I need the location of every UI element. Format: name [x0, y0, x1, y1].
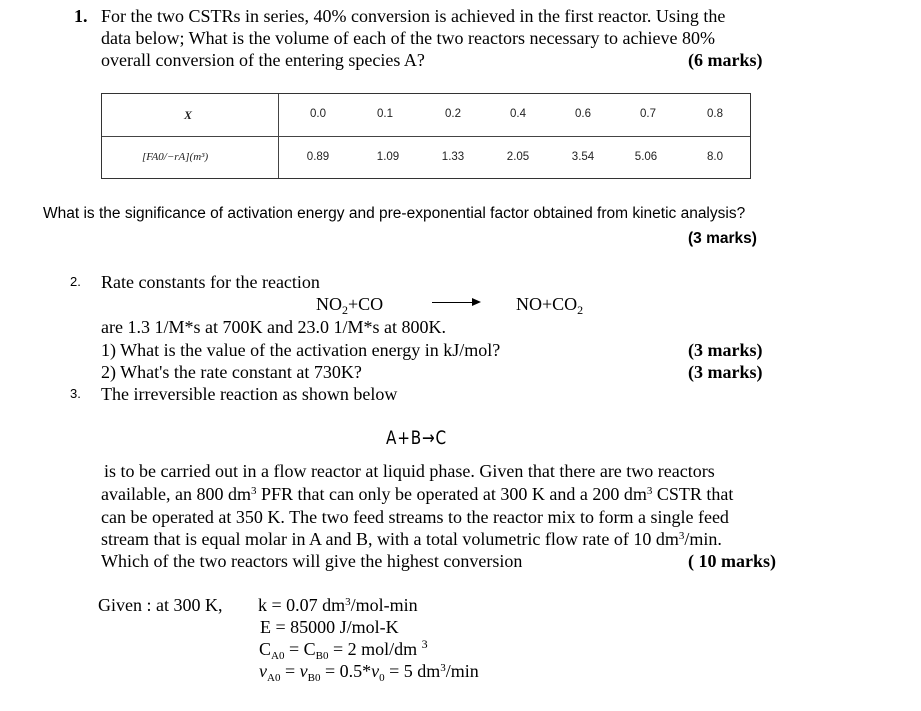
- table-cell: 0.89: [306, 151, 330, 163]
- table-cell: 2.05: [506, 151, 530, 163]
- q3-marks: ( 10 marks): [688, 551, 776, 571]
- table-cell: 0.8: [707, 108, 723, 120]
- q2-line1: Rate constants for the reaction: [101, 272, 320, 292]
- activation-question: What is the significance of activation energy and pre-exponential factor obtained from kinetic analysis?: [43, 205, 746, 222]
- q2-sub2: 2) What's the rate constant at 730K?: [101, 362, 362, 382]
- table-row-divider: [102, 136, 750, 137]
- table-cell: 5.06: [634, 151, 658, 163]
- q3-paragraph-line2: available, an 800 $dm^3$ PFR that can only be operated at 300 K and a 200 $dm^3$ CSTR that: [101, 484, 734, 504]
- q2-line3: are 1.3 1/M*s at 700K and 23.0 1/M*s at 800K.: [101, 317, 446, 337]
- q3-equation: A+B→C: [386, 427, 447, 449]
- q2-reactants: $NO_2+CO$: [316, 294, 384, 317]
- table-cell: 0.4: [510, 108, 526, 120]
- q3-line1: The irreversible reaction as shown below: [101, 384, 398, 404]
- given-concentration: $C_{A0} = C_{B0} = 2$ mol/dm $^3$: [259, 637, 428, 662]
- q2-number: 2.: [70, 274, 81, 289]
- q3-paragraph-line5: Which of the two reactors will give the highest conversion: [101, 551, 523, 571]
- table-cell: 1.33: [441, 151, 465, 163]
- q1-marks: (6 marks): [688, 50, 763, 70]
- table-cell: 0.1: [377, 108, 393, 120]
- given-k: k = 0.07 $dm^3/mol-\min$: [258, 595, 418, 615]
- table-cell: 3.54: [571, 151, 595, 163]
- reaction-arrow-icon: [432, 302, 474, 303]
- q1-line1: For the two CSTRs in series, 40% conversion is achieved in the first reactor. Using the: [101, 6, 726, 26]
- table-cell: 0.0: [310, 108, 326, 120]
- table-cell: 1.09: [376, 151, 400, 163]
- given-E: E = 85000 J/mol-K: [260, 617, 399, 637]
- activation-marks: (3 marks): [688, 230, 757, 247]
- q1-number: 1.: [74, 6, 88, 26]
- q3-paragraph-line1: is to be carried out in a flow reactor at liquid phase. Given that there are two reactors: [104, 461, 715, 481]
- data-table: [101, 93, 751, 179]
- table-row1-label: X: [184, 108, 193, 122]
- q3-number: 3.: [70, 386, 81, 401]
- table-row2-label: [FA0/−rA](m³): [142, 151, 209, 163]
- q1-line3: overall conversion of the entering species A?: [101, 50, 425, 70]
- q2-sub2-marks: (3 marks): [688, 362, 763, 382]
- given-flowrate: $v_{A0} = v_{B0} = 0.5*v_0 = 5$ $dm^3/\min$: [259, 661, 479, 684]
- q3-paragraph-line3: can be operated at 350 K. The two feed streams to the reactor mix to form a single feed: [101, 507, 729, 527]
- q1-line2: data below; What is the volume of each of the two reactors necessary to achieve 80%: [101, 28, 715, 48]
- q3-paragraph-line4: stream that is equal molar in A and B, with a total volumetric flow rate of 10 $dm^3/\min$.: [101, 529, 722, 549]
- reaction-arrowhead-icon: [472, 298, 481, 306]
- q2-sub1-marks: (3 marks): [688, 340, 763, 360]
- table-column-divider: [278, 94, 279, 178]
- q2-sub1: 1) What is the value of the activation energy in kJ/mol?: [101, 340, 501, 360]
- table-cell: 8.0: [707, 151, 723, 163]
- given-label: Given : at 300 K,: [98, 595, 223, 615]
- table-cell: 0.6: [575, 108, 591, 120]
- table-cell: 0.2: [445, 108, 461, 120]
- table-cell: 0.7: [640, 108, 656, 120]
- q2-products: $NO+CO_2$: [516, 294, 584, 317]
